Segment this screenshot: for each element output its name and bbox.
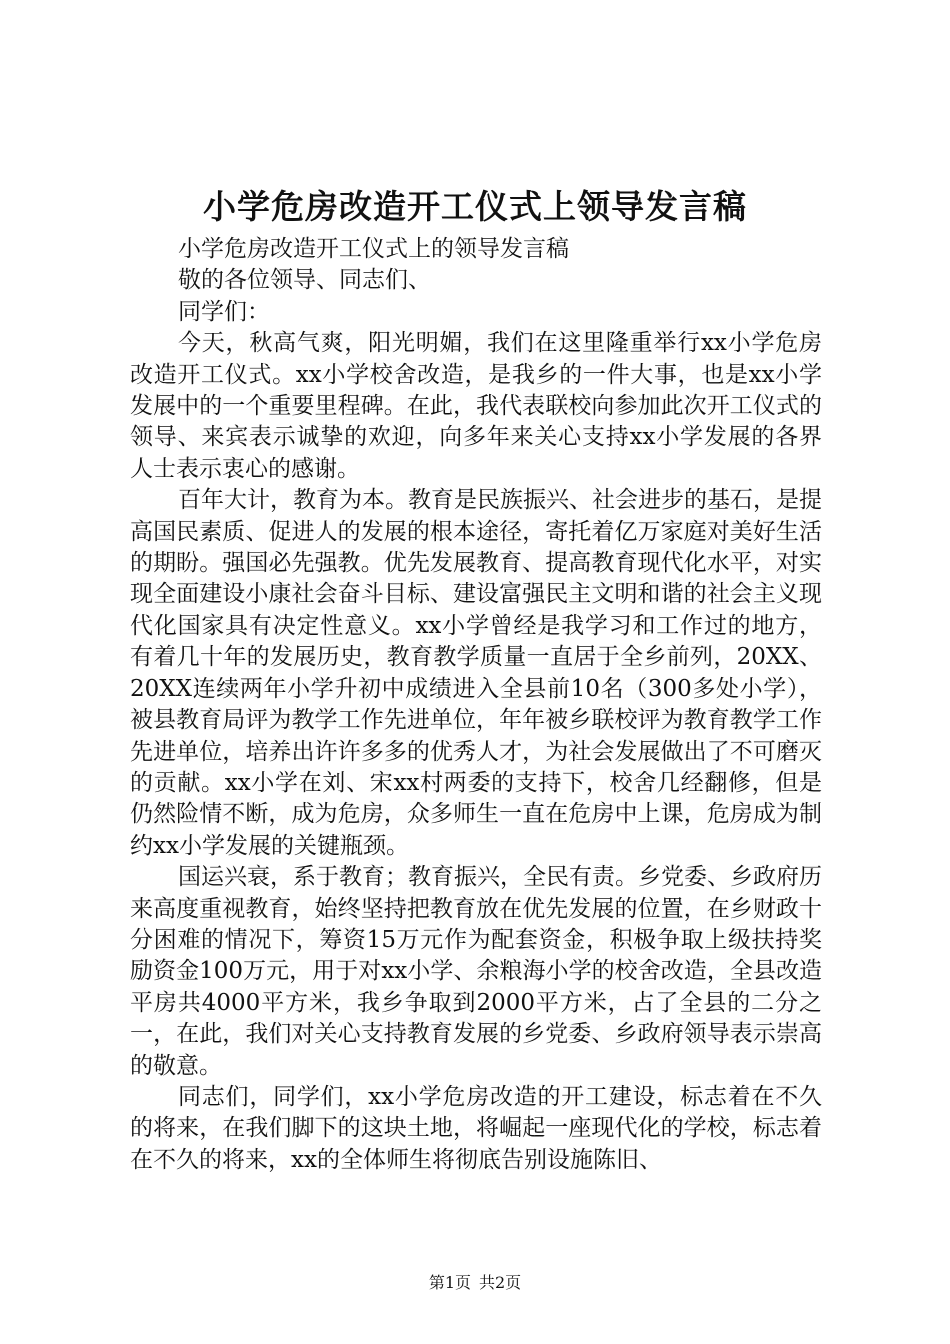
paragraph-education-importance: 百年大计，教育为本。教育是民族振兴、社会进步的基石，是提高国民素质、促进人的发展的根本途径，寄托着亿万家庭对美好生活的期盼。强国必先强教。优先发展教育、提高教育现代化水平，对实现全面建设小康社会奋斗目标、建设富强民主文明和谐的社会主义现代化国家具有决定性意义。xx小学曾经是我学习和工作过的地方，有着几十年的发展历史，教育教学质量一直居于全乡前列，20XX、20XX连续两年小学升初中成绩进入全县前10名（300多处小学），被县教育局评为教学工作先进单位，年年被乡联校评为教育教学工作先进单位，培养出许许多多的优秀人才，为社会发展做出了不可磨灭的贡献。xx小学在刘、宋xx村两委的支持下，校舍几经翻修，但是仍然险情不断，成为危房，众多师生一直在危房中上课，危房成为制约xx小学发展的关键瓶颈。	[130, 487, 822, 859]
paragraph-subtitle: 小学危房改造开工仪式上的领导发言稿	[178, 236, 569, 262]
document-title: 小学危房改造开工仪式上领导发言稿	[203, 187, 747, 226]
paragraph-construction-significance: 同志们，同学们，xx小学危房改造的开工建设，标志着在不久的将来，在我们脚下的这块土地，将崛起一座现代化的学校，标志着在不久的将来，xx的全体师生将彻底告别设施陈旧、	[130, 1083, 822, 1173]
page-total: 共2页	[479, 1273, 522, 1292]
paragraph-salutation-students: 同学们：	[178, 298, 270, 325]
paragraph-opening: 今天，秋高气爽，阳光明媚，我们在这里隆重举行xx小学危房改造开工仪式。xx小学校舍改造，是我乡的一件大事，也是xx小学发展中的一个重要里程碑。在此，我代表联校向参加此次开工仪式的领导、来宾表示诚挚的欢迎，向多年来关心支持xx小学发展的各界人士表示衷心的感谢。	[130, 330, 822, 482]
page-number: 第1页	[428, 1273, 471, 1292]
paragraph-government-support: 国运兴衰，系于教育；教育振兴，全民有责。乡党委、乡政府历来高度重视教育，始终坚持把教育放在优先发展的位置，在乡财政十分困难的情况下，筹资15万元作为配套资金，积极争取上级扶持奖励资金100万元，用于对xx小学、余粮海小学的校舍改造，全县改造平房共4000平方米，我乡争取到2000平方米，占了全县的二分之一，在此，我们对关心支持教育发展的乡党委、乡政府领导表示崇高的敬意。	[130, 864, 822, 1079]
paragraph-salutation: 敬的各位领导、同志们、	[178, 267, 431, 294]
page-footer	[0, 1272, 950, 1294]
document-body	[130, 234, 822, 1176]
